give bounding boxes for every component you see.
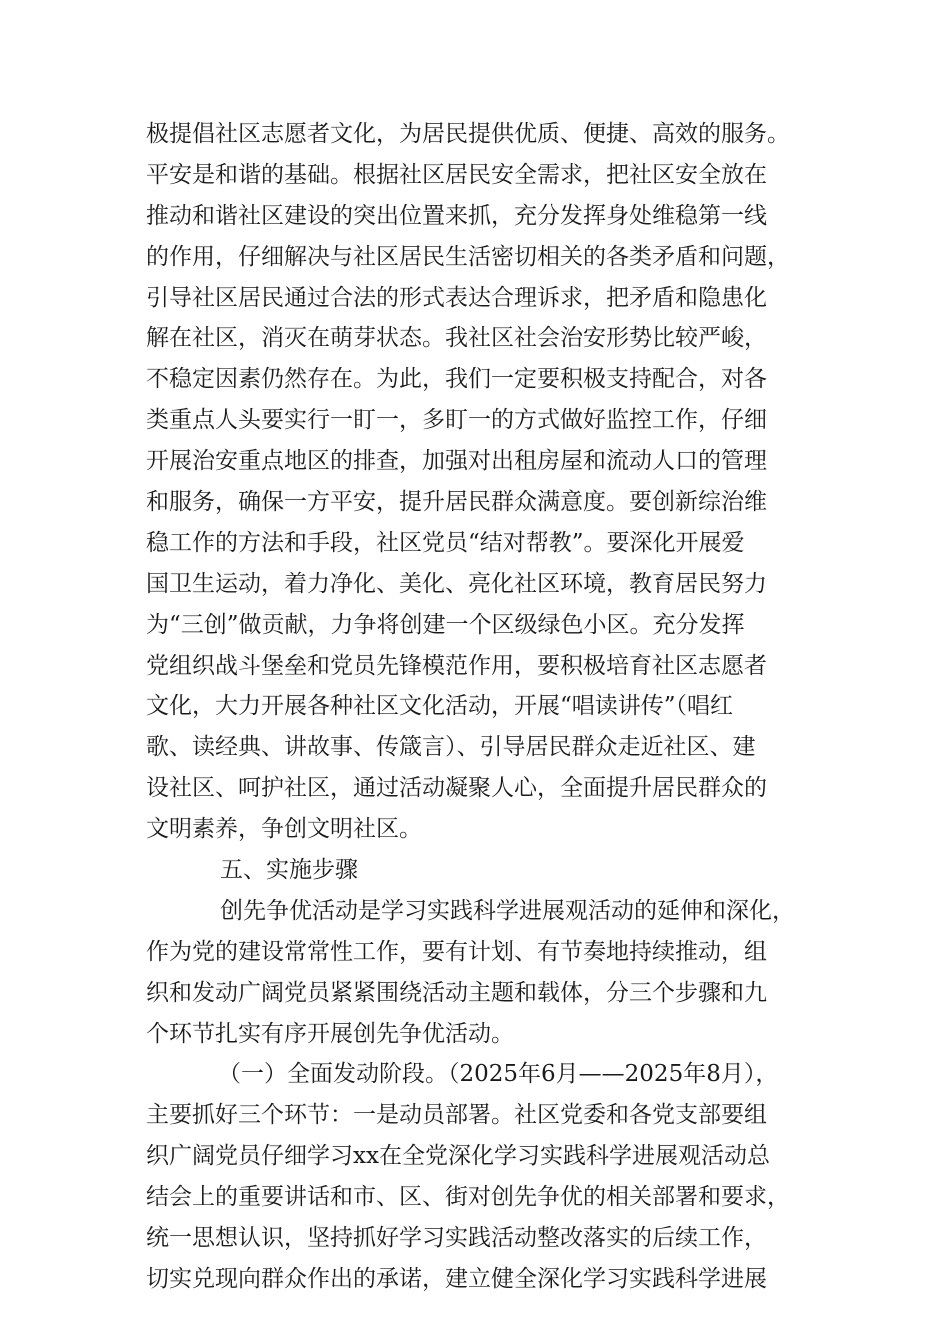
text-line: 文化，大力开展各种社区文化活动，开展“唱读讲传”（唱红	[146, 693, 734, 720]
text-line: 类重点人头要实行一盯一，多盯一的方式做好监控工作，仔细	[146, 407, 767, 434]
text-line: 解在社区，消灭在萌芽状态。我社区社会治安形势比较严峻，	[146, 325, 767, 352]
text-line: 的作用，仔细解决与社区居民生活密切相关的各类矛盾和问题，	[146, 243, 790, 270]
text-line: 个环节扎实有序开展创先争优活动。	[146, 1020, 514, 1047]
text-line: 作为党的建设常常性工作，要有计划、有节奏地持续推动，组	[146, 938, 767, 965]
text-line: 结会上的重要讲话和市、区、街对创先争优的相关部署和要求，	[146, 1184, 790, 1211]
text-line: 不稳定因素仍然存在。为此，我们一定要积极支持配合，对各	[146, 366, 767, 393]
text-line: 织广阔党员仔细学习xx在全党深化学习实践科学进展观活动总	[146, 1143, 770, 1170]
text-line: 统一思想认识，坚持抓好学习实践活动整改落实的后续工作，	[146, 1225, 767, 1252]
paragraph-first-line: 创先争优活动是学习实践科学进展观活动的延伸和深化，	[220, 897, 795, 924]
text-line: 开展治安重点地区的排查，加强对出租房屋和流动人口的管理	[146, 448, 767, 475]
text-line: 国卫生运动，着力净化、美化、亮化社区环境，教育居民努力	[146, 570, 767, 597]
text-line: 平安是和谐的基础。根据社区居民安全需求，把社区安全放在	[146, 161, 767, 188]
text-line: 和服务，确保一方平安，提升居民群众满意度。要创新综治维	[146, 489, 767, 516]
text-line: 设社区、呵护社区，通过活动凝聚人心，全面提升居民群众的	[146, 775, 767, 802]
subsection-heading: （一）全面发动阶段。（2025年6月——2025年8月），	[218, 1061, 779, 1088]
text-line: 文明素养，争创文明社区。	[146, 816, 422, 843]
text-line: 为“三创”做贡献，力争将创建一个区级绿色小区。充分发挥	[146, 611, 745, 638]
section-heading: 五、实施步骤	[220, 857, 358, 884]
text-line: 引导社区居民通过合法的形式表达合理诉求，把矛盾和隐患化	[146, 284, 767, 311]
text-line: 切实兑现向群众作出的承诺，建立健全深化学习实践科学进展	[146, 1265, 767, 1292]
text-line: 歌、读经典、讲故事、传箴言）、引导居民群众走近社区、建	[146, 734, 756, 761]
text-line: 党组织战斗堡垒和党员先锋模范作用，要积极培育社区志愿者	[146, 652, 767, 679]
text-line: 织和发动广阔党员紧紧围绕活动主题和载体，分三个步骤和九	[146, 979, 767, 1006]
text-line: 主要抓好三个环节：一是动员部署。社区党委和各党支部要组	[146, 1102, 767, 1129]
text-line: 推动和谐社区建设的突出位置来抓，充分发挥身处维稳第一线	[146, 202, 767, 229]
text-line: 极提倡社区志愿者文化，为居民提供优质、便捷、高效的服务。	[146, 121, 790, 147]
text-line: 稳工作的方法和手段，社区党员“结对帮教”。要深化开展爱	[146, 529, 745, 556]
body-text	[146, 114, 816, 1300]
